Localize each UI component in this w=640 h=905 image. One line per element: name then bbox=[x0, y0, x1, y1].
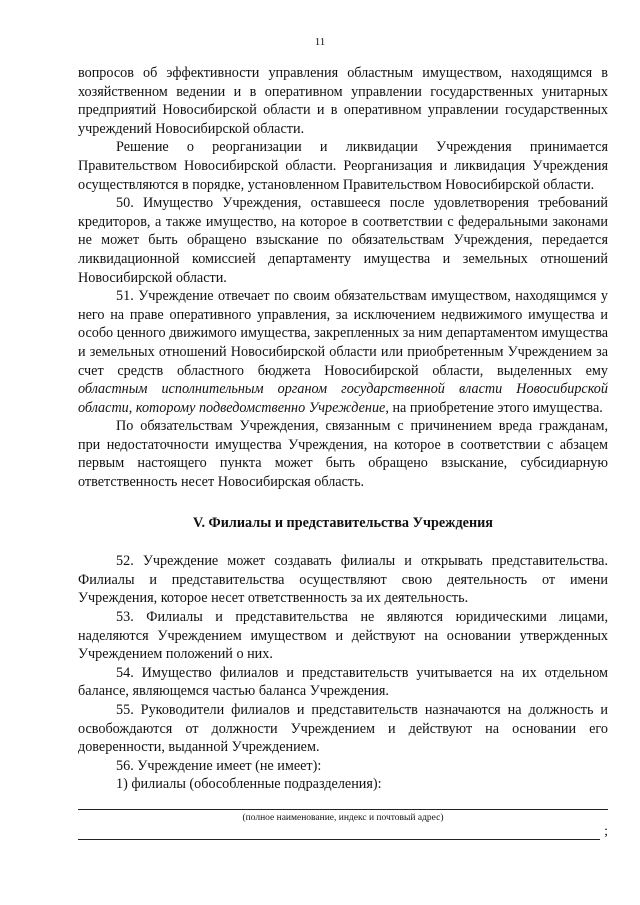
paragraph-subsidiary-liability: По обязательствам Учреждения, связанным с причинением вреда гражданам, при недостаточности имущества Учреждения, на которое в соответствии с абзацем первым настоящего пункта может быть обращено взыскание, субсидиарную ответственность несет Новосибирская область. bbox=[78, 418, 608, 491]
paragraph-52: 52. Учреждение может создавать филиалы и открывать представительства. Филиалы и представительства осуществляют свою деятельность от имени Учреждения, которое несет ответственность за их деятельность. bbox=[78, 553, 608, 607]
paragraph-51-italic-text: областным исполнительным органом государственной власти Новосибирской области, которому подведомственно Учреждение bbox=[78, 381, 608, 416]
fill-in-caption: (полное наименование, индекс и почтовый адрес) bbox=[242, 812, 444, 823]
fill-in-line-continuation[interactable] bbox=[78, 824, 608, 844]
paragraph-53: 53. Филиалы и представительства не являются юридическими лицами, наделяются Учреждением имуществом и действуют на основании утвержденных Учреждением положений о них. bbox=[78, 609, 608, 663]
section-heading: V. Филиалы и представительства Учреждения bbox=[193, 514, 493, 531]
fill-in-rule bbox=[78, 809, 608, 810]
paragraph-51 bbox=[78, 287, 608, 417]
paragraph-54: 54. Имущество филиалов и представительств учитывается на их отдельном балансе, являющемся частью баланса Учреждения. bbox=[78, 664, 608, 700]
paragraph-56: 56. Учреждение имеет (не имеет): bbox=[116, 757, 322, 774]
fill-in-line-name-address[interactable] bbox=[78, 794, 608, 814]
paragraph-55: 55. Руководители филиалов и представительств назначаются на должность и освобождаются от должности Учреждением и действуют на основании его доверенности, выданной Учреждением. bbox=[78, 702, 608, 756]
paragraph-51-text-start: 51. Учреждение отвечает по своим обязательствам имуществом, находящимся у него на праве оперативного управления, за исключением недвижимого имущества и особо ценного движимого имущества, закрепленных за ним департаментом имущества и земельных отношений Новосибирской области или приобретенным Учреждением за счет средств областного бюджета Новосибирской области, выделенных ему bbox=[78, 288, 608, 379]
paragraph-50: 50. Имущество Учреждения, оставшееся после удовлетворения требований кредиторов, а также имущество, на которое в соответствии с федеральными законами не может быть обращено взыскание по обязательствам Учреждения, передается ликвидационной комиссией департаменту имущества и земельных отношений Новосибирской области. bbox=[78, 195, 608, 286]
page-number: 11 bbox=[314, 36, 326, 48]
document-body bbox=[78, 64, 608, 844]
paragraph-56-item-1: 1) филиалы (обособленные подразделения): bbox=[116, 776, 382, 793]
paragraph-continuation: вопросов об эффективности управления областным имуществом, находящимся в хозяйственном ведении и в оперативном управлении государственных унитарных предприятий Новосибирской области и в оперативном управлении государственных учреждений Новосибирской области. bbox=[78, 65, 608, 137]
fill-in-rule-continuation bbox=[78, 839, 600, 840]
line-end-semicolon: ; bbox=[604, 824, 608, 840]
paragraph-reorganization: Решение о реорганизации и ликвидации Учреждения принимается Правительством Новосибирской области. Реорганизация и ликвидация Учреждения осуществляются в порядке, установленном Правительством Новосибирской области. bbox=[78, 139, 608, 193]
paragraph-51-text-end: , на приобретение этого имущества. bbox=[385, 399, 603, 416]
